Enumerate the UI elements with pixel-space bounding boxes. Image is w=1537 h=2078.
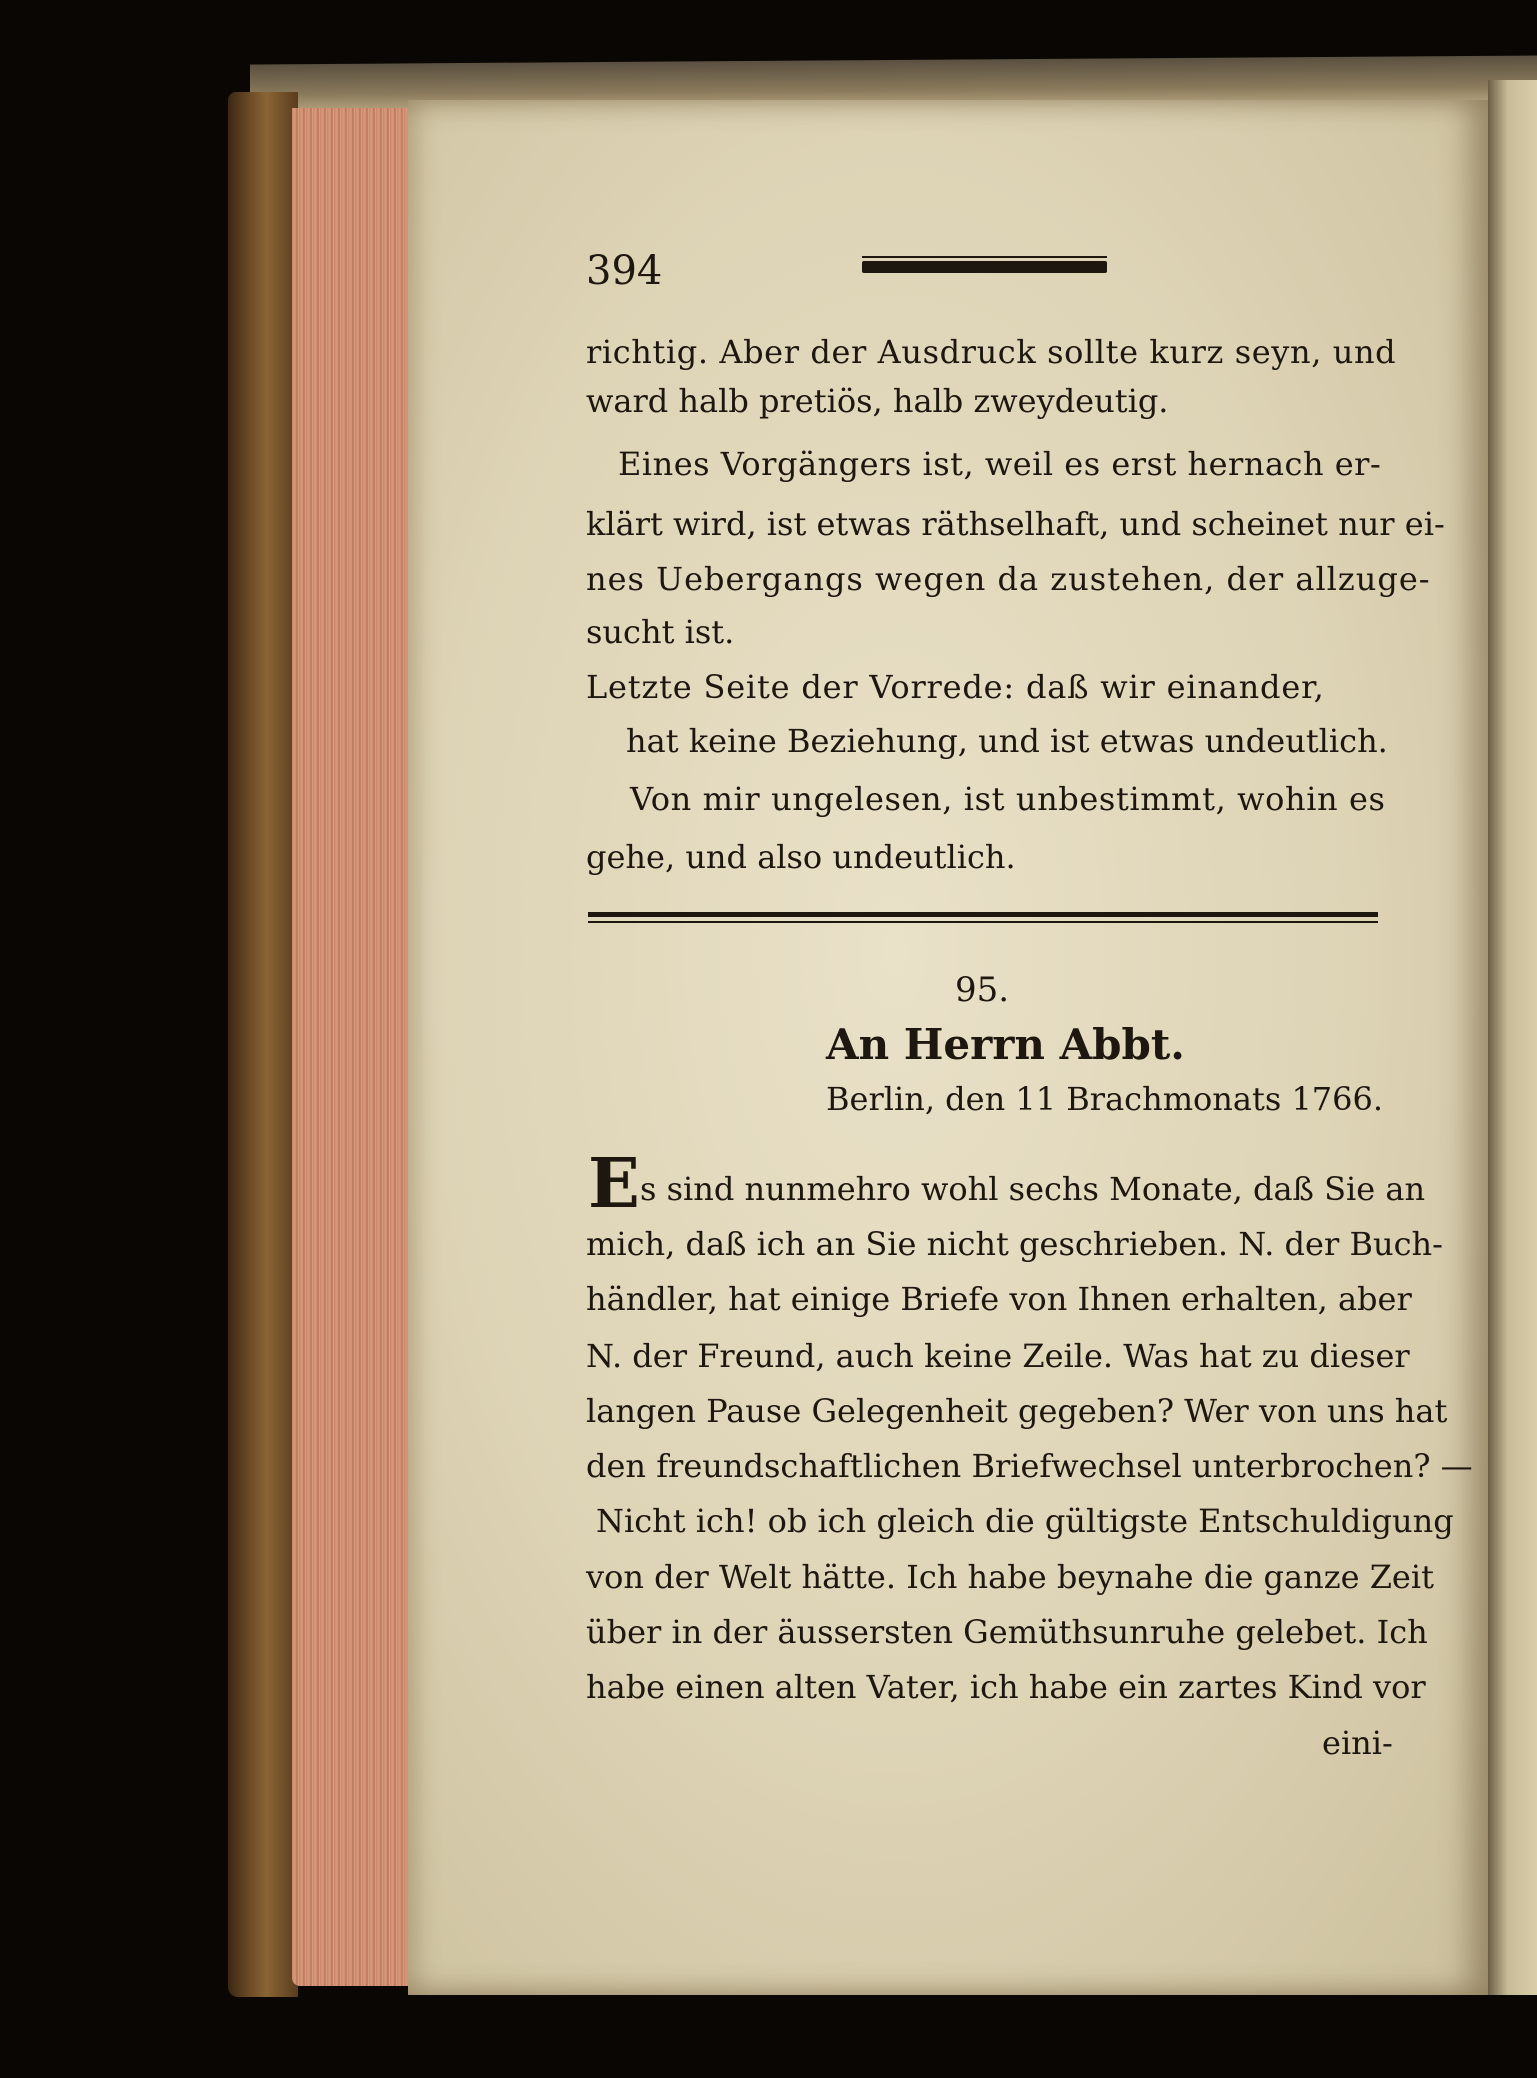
catchword: eini- [1322, 1724, 1393, 1762]
letter-line-10: habe einen alten Vater, ich habe ein zartes Kind vor [586, 1668, 1426, 1706]
letter-heading: An Herrn Abbt. [826, 1020, 1185, 1069]
letter-line-9: über in der äussersten Gemüthsunruhe gelebet. Ich [586, 1613, 1428, 1651]
text-line-6: sucht ist. [586, 613, 735, 651]
letter-line-2: mich, daß ich an Sie nicht geschrieben. N. der Buch- [586, 1225, 1443, 1263]
letter-line-3: händler, hat einige Briefe von Ihnen erhalten, aber [586, 1280, 1412, 1318]
text-line-9: Von mir ungelesen, ist unbestimmt, wohin es [630, 780, 1386, 818]
letter-line-5: langen Pause Gelegenheit gegeben? Wer von uns hat [586, 1392, 1448, 1430]
letter-line-6: den freundschaftlichen Briefwechsel unterbrochen? — [586, 1447, 1473, 1485]
text-line-1: richtig. Aber der Ausdruck sollte kurz seyn, und [586, 333, 1397, 371]
letter-dateline: Berlin, den 11 Brachmonats 1766. [826, 1080, 1384, 1118]
letter-line-4: N. der Freund, auch keine Zeile. Was hat zu dieser [586, 1337, 1410, 1375]
drop-cap: E [588, 1144, 640, 1224]
page-edges [292, 108, 414, 1986]
text-line-10: gehe, und also undeutlich. [586, 838, 1016, 876]
section-rule [588, 912, 1378, 917]
text-line-4: klärt wird, ist etwas räthselhaft, und scheinet nur ei- [586, 505, 1445, 543]
facing-page-gutter [1488, 80, 1537, 1995]
letter-line-7: Nicht ich! ob ich gleich die gültigste Entschuldigung [596, 1502, 1454, 1540]
text-line-5: nes Uebergangs wegen da zustehen, der allzuge- [586, 560, 1431, 598]
page-number: 394 [586, 248, 663, 294]
text-line-3: Eines Vorgängers ist, weil es erst hernach er- [618, 445, 1382, 483]
text-line-2: ward halb pretiös, halb zweydeutig. [586, 382, 1169, 420]
header-rule [862, 261, 1107, 273]
book-cover-spine [228, 92, 298, 1997]
letter-number: 95. [955, 970, 1010, 1010]
text-line-8: hat keine Beziehung, und ist etwas undeutlich. [626, 722, 1388, 760]
letter-line-1: s sind nunmehro wohl sechs Monate, daß Sie an [640, 1170, 1426, 1208]
letter-line-8: von der Welt hätte. Ich habe beynahe die ganze Zeit [586, 1558, 1434, 1596]
text-line-7: Letzte Seite der Vorrede: daß wir einander, [586, 668, 1325, 706]
